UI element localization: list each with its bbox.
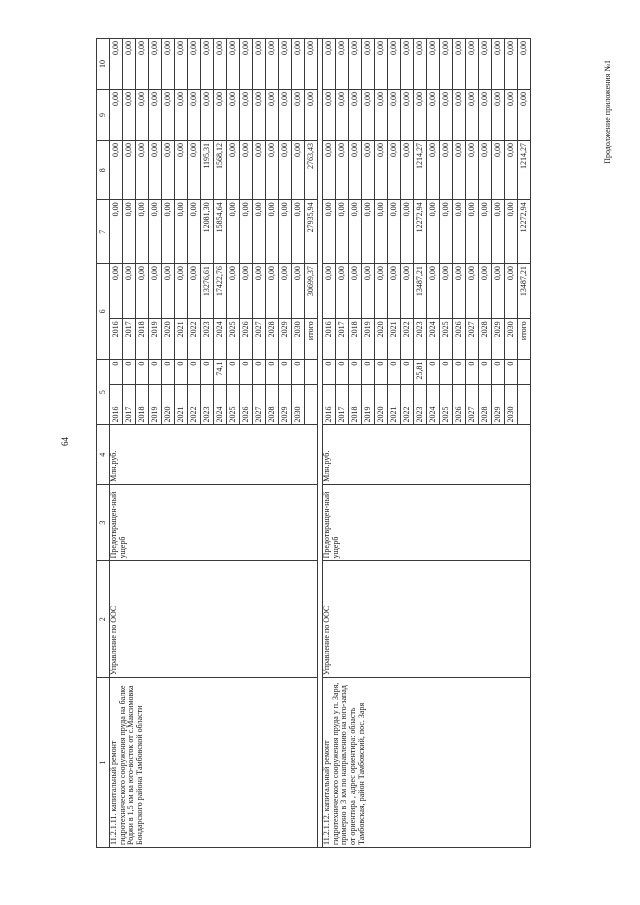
amount-cell: 0,00 <box>305 90 318 141</box>
year-cell: 2016 <box>110 385 123 425</box>
amount-cell: 0,00 <box>240 39 253 90</box>
year-cell: 2028 <box>266 385 279 425</box>
value-cell: 0 <box>466 359 479 384</box>
year-cell: 2016 <box>110 319 123 359</box>
amount-cell: 0,00 <box>136 264 149 319</box>
value-cell: 0 <box>279 359 292 384</box>
value-cell: 0 <box>349 359 362 384</box>
amount-cell: 0,00 <box>266 140 279 199</box>
year-cell: 2026 <box>240 319 253 359</box>
amount-cell: 0,00 <box>175 140 188 199</box>
amount-cell: 0,00 <box>227 140 240 199</box>
amount-cell: 0,00 <box>123 200 136 264</box>
amount-cell: 0,00 <box>336 140 349 199</box>
amount-cell: 0,00 <box>175 90 188 141</box>
header-cell: 5 <box>97 359 110 425</box>
year-cell: 2021 <box>175 385 188 425</box>
project-description: 11.2.1.12. капитальный ремонт гидротехнического сооружения пруда у п. Заря, примерно в 3 км по направлению на юго-запад от ориентира , адрес ориентира: область Тамбовская, район Тамбовский, пос. Заря <box>323 678 531 848</box>
value-cell <box>305 359 318 384</box>
amount-cell: 0,00 <box>401 264 414 319</box>
amount-cell: 0,00 <box>240 140 253 199</box>
amount-cell: 0,00 <box>188 90 201 141</box>
amount-cell: 0,00 <box>349 264 362 319</box>
amount-cell: 0,00 <box>240 200 253 264</box>
table-row <box>323 39 336 848</box>
year-cell: 2021 <box>388 385 401 425</box>
value-cell: 0 <box>201 359 214 384</box>
amount-cell: 0,00 <box>479 140 492 199</box>
amount-cell: 1195,31 <box>201 140 214 199</box>
indicator-type: Предотвращен-ный ущерб <box>110 484 318 560</box>
amount-cell: 0,00 <box>492 90 505 141</box>
year-cell: 2021 <box>388 319 401 359</box>
value-cell: 74,1 <box>214 359 227 384</box>
amount-cell: 0,00 <box>440 90 453 141</box>
year-cell: 2023 <box>414 319 427 359</box>
header-cell: 10 <box>97 39 110 90</box>
year-cell: 2018 <box>349 385 362 425</box>
amount-cell: 0,00 <box>149 39 162 90</box>
year-cell: 2019 <box>149 319 162 359</box>
amount-cell: 0,00 <box>266 39 279 90</box>
value-cell: 0 <box>149 359 162 384</box>
year-cell: 2018 <box>349 319 362 359</box>
amount-cell: 0,00 <box>266 264 279 319</box>
amount-cell: 0,00 <box>227 90 240 141</box>
value-cell: 0 <box>505 359 518 384</box>
header-cell: 2 <box>97 561 110 678</box>
year-cell: итого <box>305 319 318 359</box>
year-cell: 2021 <box>175 319 188 359</box>
amount-cell: 0,00 <box>188 200 201 264</box>
amount-cell: 1214,27 <box>518 140 531 199</box>
year-cell: 2030 <box>292 319 305 359</box>
indicator-type: Предотвращен-ный ущерб <box>323 484 531 560</box>
amount-cell: 13276,61 <box>201 264 214 319</box>
amount-cell: 0,00 <box>388 264 401 319</box>
amount-cell: 0,00 <box>401 90 414 141</box>
amount-cell: 0,00 <box>292 90 305 141</box>
amount-cell: 0,00 <box>414 90 427 141</box>
header-cell: 4 <box>97 425 110 484</box>
amount-cell: 0,00 <box>414 39 427 90</box>
amount-cell: 1568,12 <box>214 140 227 199</box>
amount-cell: 0,00 <box>266 90 279 141</box>
amount-cell: 0,00 <box>323 39 336 90</box>
amount-cell: 0,00 <box>110 140 123 199</box>
department-name: Управление по ООС <box>110 561 318 678</box>
amount-cell: 0,00 <box>336 39 349 90</box>
amount-cell: 0,00 <box>292 140 305 199</box>
year-cell: 2029 <box>492 385 505 425</box>
amount-cell: 0,00 <box>123 264 136 319</box>
amount-cell: 0,00 <box>492 264 505 319</box>
amount-cell: 0,00 <box>279 200 292 264</box>
value-cell: 0 <box>188 359 201 384</box>
amount-cell: 0,00 <box>362 264 375 319</box>
amount-cell: 0,00 <box>110 90 123 141</box>
header-cell: 1 <box>97 678 110 848</box>
year-cell <box>305 385 318 425</box>
amount-cell: 0,00 <box>175 264 188 319</box>
amount-cell: 0,00 <box>336 264 349 319</box>
year-cell: 2030 <box>505 319 518 359</box>
value-cell: 0 <box>375 359 388 384</box>
table-body <box>110 39 531 848</box>
amount-cell: 0,00 <box>175 39 188 90</box>
rotated-table-wrapper <box>96 38 600 848</box>
amount-cell: 0,00 <box>427 264 440 319</box>
data-table <box>96 38 531 848</box>
year-cell: 2019 <box>149 385 162 425</box>
value-cell: 0 <box>240 359 253 384</box>
year-cell: 2028 <box>479 319 492 359</box>
year-cell: 2020 <box>375 385 388 425</box>
amount-cell: 0,00 <box>162 140 175 199</box>
amount-cell: 0,00 <box>349 140 362 199</box>
year-cell: 2025 <box>440 385 453 425</box>
amount-cell: 0,00 <box>388 90 401 141</box>
amount-cell: 0,00 <box>266 200 279 264</box>
amount-cell: 0,00 <box>110 39 123 90</box>
year-cell: 2025 <box>227 385 240 425</box>
amount-cell: 0,00 <box>505 264 518 319</box>
amount-cell: 0,00 <box>466 200 479 264</box>
amount-cell: 0,00 <box>149 140 162 199</box>
department-name: Управление по ООС <box>323 561 531 678</box>
amount-cell: 0,00 <box>453 39 466 90</box>
year-cell: 2016 <box>323 319 336 359</box>
amount-cell: 0,00 <box>427 90 440 141</box>
year-cell: 2028 <box>266 319 279 359</box>
year-cell: 2030 <box>292 385 305 425</box>
amount-cell: 0,00 <box>305 39 318 90</box>
amount-cell: 0,00 <box>110 200 123 264</box>
amount-cell: 0,00 <box>466 90 479 141</box>
amount-cell: 0,00 <box>149 200 162 264</box>
amount-cell: 0,00 <box>453 200 466 264</box>
amount-cell: 0,00 <box>227 264 240 319</box>
year-cell: 2024 <box>214 385 227 425</box>
amount-cell: 0,00 <box>362 200 375 264</box>
year-cell: 2019 <box>362 385 375 425</box>
amount-cell: 27935,94 <box>305 200 318 264</box>
amount-cell: 0,00 <box>362 140 375 199</box>
value-cell: 0 <box>388 359 401 384</box>
amount-cell: 0,00 <box>427 200 440 264</box>
value-cell: 0 <box>492 359 505 384</box>
year-cell: 2029 <box>492 319 505 359</box>
amount-cell: 0,00 <box>136 90 149 141</box>
amount-cell: 0,00 <box>123 39 136 90</box>
year-cell: 2018 <box>136 319 149 359</box>
amount-cell: 30699,37 <box>305 264 318 319</box>
year-cell: 2029 <box>279 319 292 359</box>
amount-cell: 0,00 <box>323 200 336 264</box>
amount-cell: 0,00 <box>453 264 466 319</box>
value-cell: 0 <box>427 359 440 384</box>
header-cell: 8 <box>97 140 110 199</box>
year-cell: 2022 <box>188 385 201 425</box>
amount-cell: 0,00 <box>492 39 505 90</box>
year-cell: 2018 <box>136 385 149 425</box>
year-cell: 2024 <box>427 385 440 425</box>
value-cell: 0 <box>336 359 349 384</box>
project-description: 11.2.1.11. капитальный ремонт гидротехнического сооружения пруда на балке Роджи в 1,5 км ва юго-восток от с.Максимовка Бондарского района Тамбовской области <box>110 678 318 848</box>
amount-cell: 0,00 <box>388 200 401 264</box>
amount-cell: 12272,94 <box>414 200 427 264</box>
amount-cell: 0,00 <box>349 39 362 90</box>
amount-cell: 0,00 <box>227 200 240 264</box>
value-cell <box>518 359 531 384</box>
amount-cell: 0,00 <box>279 90 292 141</box>
amount-cell: 0,00 <box>505 140 518 199</box>
amount-cell: 0,00 <box>479 200 492 264</box>
amount-cell: 0,00 <box>440 39 453 90</box>
value-cell: 0 <box>227 359 240 384</box>
amount-cell: 15854,64 <box>214 200 227 264</box>
amount-cell: 0,00 <box>279 264 292 319</box>
amount-cell: 0,00 <box>349 200 362 264</box>
unit-label: Млн.руб. <box>110 425 318 484</box>
value-cell: 0 <box>479 359 492 384</box>
amount-cell: 0,00 <box>518 39 531 90</box>
amount-cell: 0,00 <box>188 39 201 90</box>
year-cell: 2019 <box>362 319 375 359</box>
amount-cell: 0,00 <box>362 39 375 90</box>
amount-cell: 0,00 <box>375 39 388 90</box>
amount-cell: 0,00 <box>279 39 292 90</box>
year-cell: 2024 <box>214 319 227 359</box>
amount-cell: 0,00 <box>323 140 336 199</box>
year-cell: 2027 <box>466 319 479 359</box>
value-cell: 0 <box>401 359 414 384</box>
year-cell: 2020 <box>162 319 175 359</box>
amount-cell: 0,00 <box>201 39 214 90</box>
year-cell: 2025 <box>440 319 453 359</box>
year-cell: 2026 <box>453 319 466 359</box>
amount-cell: 0,00 <box>292 200 305 264</box>
year-cell: 2017 <box>123 385 136 425</box>
header-cell: 9 <box>97 90 110 141</box>
amount-cell: 0,00 <box>110 264 123 319</box>
year-cell: 2022 <box>401 385 414 425</box>
year-cell: 2027 <box>253 385 266 425</box>
amount-cell: 0,00 <box>201 90 214 141</box>
amount-cell: 0,00 <box>323 264 336 319</box>
amount-cell: 0,00 <box>227 39 240 90</box>
amount-cell: 0,00 <box>427 39 440 90</box>
amount-cell: 13487,21 <box>414 264 427 319</box>
unit-label: Млн.руб. <box>323 425 531 484</box>
amount-cell: 0,00 <box>492 200 505 264</box>
year-cell: 2028 <box>479 385 492 425</box>
header-cell: 6 <box>97 264 110 360</box>
amount-cell: 0,00 <box>162 90 175 141</box>
value-cell: 0 <box>453 359 466 384</box>
amount-cell: 0,00 <box>240 264 253 319</box>
amount-cell: 0,00 <box>440 200 453 264</box>
year-cell: 2023 <box>201 319 214 359</box>
year-cell: 2027 <box>466 385 479 425</box>
amount-cell: 0,00 <box>253 90 266 141</box>
amount-cell: 0,00 <box>253 200 266 264</box>
amount-cell: 0,00 <box>253 264 266 319</box>
amount-cell: 0,00 <box>214 39 227 90</box>
year-cell: 2017 <box>336 319 349 359</box>
amount-cell: 0,00 <box>336 90 349 141</box>
amount-cell: 0,00 <box>440 140 453 199</box>
value-cell: 0 <box>362 359 375 384</box>
page-number: 64 <box>60 437 70 446</box>
amount-cell: 0,00 <box>375 200 388 264</box>
amount-cell: 0,00 <box>162 200 175 264</box>
header-row <box>97 39 110 848</box>
amount-cell: 13487,21 <box>518 264 531 319</box>
amount-cell: 0,00 <box>253 140 266 199</box>
year-cell: 2025 <box>227 319 240 359</box>
year-cell: 2020 <box>375 319 388 359</box>
year-cell: 2026 <box>453 385 466 425</box>
year-cell: 2016 <box>323 385 336 425</box>
amount-cell: 0,00 <box>375 264 388 319</box>
amount-cell: 0,00 <box>292 39 305 90</box>
year-cell: 2020 <box>162 385 175 425</box>
amount-cell: 0,00 <box>175 200 188 264</box>
amount-cell: 0,00 <box>505 90 518 141</box>
amount-cell: 0,00 <box>162 264 175 319</box>
amount-cell: 0,00 <box>388 39 401 90</box>
value-cell: 0 <box>323 359 336 384</box>
amount-cell: 0,00 <box>214 90 227 141</box>
table-row <box>110 39 123 848</box>
amount-cell: 0,00 <box>479 264 492 319</box>
year-cell: итого <box>518 319 531 359</box>
year-cell: 2030 <box>505 385 518 425</box>
amount-cell: 0,00 <box>323 90 336 141</box>
amount-cell: 17422,76 <box>214 264 227 319</box>
header-cell: 7 <box>97 200 110 264</box>
amount-cell: 0,00 <box>349 90 362 141</box>
amount-cell: 0,00 <box>427 140 440 199</box>
year-cell: 2023 <box>201 385 214 425</box>
header-cell: 3 <box>97 484 110 560</box>
amount-cell: 0,00 <box>188 140 201 199</box>
amount-cell: 0,00 <box>401 200 414 264</box>
year-cell: 2023 <box>414 385 427 425</box>
amount-cell: 0,00 <box>136 200 149 264</box>
amount-cell: 0,00 <box>388 140 401 199</box>
amount-cell: 12081,30 <box>201 200 214 264</box>
amount-cell: 0,00 <box>453 90 466 141</box>
value-cell: 0 <box>292 359 305 384</box>
year-cell <box>518 385 531 425</box>
amount-cell: 0,00 <box>453 140 466 199</box>
amount-cell: 0,00 <box>253 39 266 90</box>
amount-cell: 0,00 <box>188 264 201 319</box>
year-cell: 2017 <box>336 385 349 425</box>
amount-cell: 0,00 <box>492 140 505 199</box>
value-cell: 0 <box>136 359 149 384</box>
amount-cell: 0,00 <box>505 39 518 90</box>
amount-cell: 0,00 <box>162 39 175 90</box>
amount-cell: 0,00 <box>136 140 149 199</box>
year-cell: 2017 <box>123 319 136 359</box>
amount-cell: 0,00 <box>505 200 518 264</box>
year-cell: 2022 <box>188 319 201 359</box>
amount-cell: 0,00 <box>279 140 292 199</box>
value-cell: 25,81 <box>414 359 427 384</box>
amount-cell: 0,00 <box>362 90 375 141</box>
amount-cell: 0,00 <box>375 90 388 141</box>
amount-cell: 0,00 <box>479 39 492 90</box>
value-cell: 0 <box>175 359 188 384</box>
amount-cell: 0,00 <box>292 264 305 319</box>
amount-cell: 1214,27 <box>414 140 427 199</box>
amount-cell: 0,00 <box>479 90 492 141</box>
amount-cell: 0,00 <box>123 140 136 199</box>
year-cell: 2024 <box>427 319 440 359</box>
amount-cell: 0,00 <box>149 90 162 141</box>
amount-cell: 0,00 <box>518 90 531 141</box>
amount-cell: 0,00 <box>401 140 414 199</box>
year-cell: 2026 <box>240 385 253 425</box>
amount-cell: 0,00 <box>440 264 453 319</box>
year-cell: 2022 <box>401 319 414 359</box>
value-cell: 0 <box>440 359 453 384</box>
appendix-note: Продолжение приложения №1 <box>603 60 612 164</box>
value-cell: 0 <box>266 359 279 384</box>
amount-cell: 0,00 <box>149 264 162 319</box>
amount-cell: 0,00 <box>466 264 479 319</box>
amount-cell: 0,00 <box>466 140 479 199</box>
amount-cell: 12272,94 <box>518 200 531 264</box>
amount-cell: 0,00 <box>401 39 414 90</box>
amount-cell: 0,00 <box>336 200 349 264</box>
amount-cell: 2763,43 <box>305 140 318 199</box>
value-cell: 0 <box>162 359 175 384</box>
value-cell: 0 <box>123 359 136 384</box>
year-cell: 2029 <box>279 385 292 425</box>
amount-cell: 0,00 <box>466 39 479 90</box>
amount-cell: 0,00 <box>123 90 136 141</box>
year-cell: 2027 <box>253 319 266 359</box>
amount-cell: 0,00 <box>240 90 253 141</box>
amount-cell: 0,00 <box>375 140 388 199</box>
value-cell: 0 <box>253 359 266 384</box>
value-cell: 0 <box>110 359 123 384</box>
amount-cell: 0,00 <box>136 39 149 90</box>
